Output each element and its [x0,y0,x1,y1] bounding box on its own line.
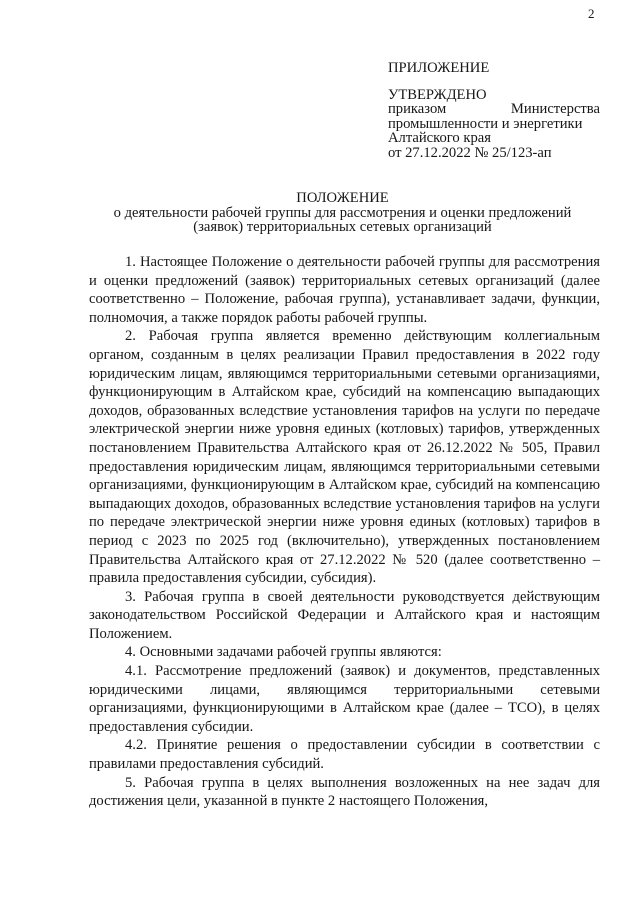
title-line-2: (заявок) территориальных сетевых организаций [193,219,492,235]
paragraph-5: 5. Рабочая группа в целях выполнения возложенных на нее задач для достижения цели, указанной в пункте 2 настоящего Положения, [89,774,600,810]
region-line: Алтайского края [388,130,491,146]
order-word: приказом [388,101,447,117]
paragraph-4: 4. Основными задачами рабочей группы являются: [125,644,442,661]
approval-block [388,61,600,160]
order-line [388,102,600,117]
paragraph-2: 2. Рабочая группа является временно действующим коллегиальным органом, созданным в целях реализации Правил предоставления в 2022 году юридическим лицам, являющимся территориальными сетевыми организациями, функционирующим в Алтайском крае, субсидий на компенсацию выпадающих доходов, образованных вследствие установления тарифов на услуги по передаче электрической энергии ниже уровня единых (котловых) тарифов, утвержденных постановлением Правительства Алтайского края от 26.12.2022 № 505, Правил предоставления юридическим лицам, являющимся территориальными сетевыми организациями, функционирующим в Алтайском крае, субсидий на компенсацию выпадающих доходов, образованных вследствие установления тарифов на услуги по передаче электрической энергии ниже уровня единых (котловых) тарифов в период с 2023 по 2025 год (включительно), утвержденных постановлением Правительства Алтайского края от 27.12.2022 № 520 (далее соответственно – правила предоставления субсидии, субсидия). [89,328,600,587]
paragraph-4-1: 4.1. Рассмотрение предложений (заявок) и документов, представленных юридическими лицами, являющимся территориальными сетевыми организациями, функционирующими в Алтайском крае (далее – ТСО), в целях предоставления субсидии. [89,663,600,735]
title-line-1: о деятельности рабочей группы для рассмотрения и оценки предложений [113,204,572,221]
paragraph-4-2: 4.2. Принятие решения о предоставлении субсидии в соответствии с правилами предоставления субсидий. [89,737,600,773]
document-title [70,191,615,235]
paragraph-3: 3. Рабочая группа в своей деятельности руководствуется действующим законодательством Российской Федерации и Алтайского края и настоящим Положением. [89,588,600,642]
appendix-label: ПРИЛОЖЕНИЕ [388,60,490,76]
document-body [89,253,600,811]
approved-label: УТВЕРЖДЕНО [388,86,487,103]
paragraph-1: 1. Настоящее Положение о деятельности рабочей группы для рассмотрения и оценки предложений (заявок) территориальных сетевых организаций (далее соответственно – Положение, рабочая группа), устанавливает задачи, функции, полномочия, а также порядок работы рабочей группы. [89,254,600,326]
title-heading: ПОЛОЖЕНИЕ [296,190,389,206]
ministry-line: промышленности и энергетики [388,115,583,132]
page-number: 2 [588,6,595,21]
order-date-line: от 27.12.2022 № 25/123-ап [388,144,552,161]
ministry-word: Министерства [510,101,600,117]
